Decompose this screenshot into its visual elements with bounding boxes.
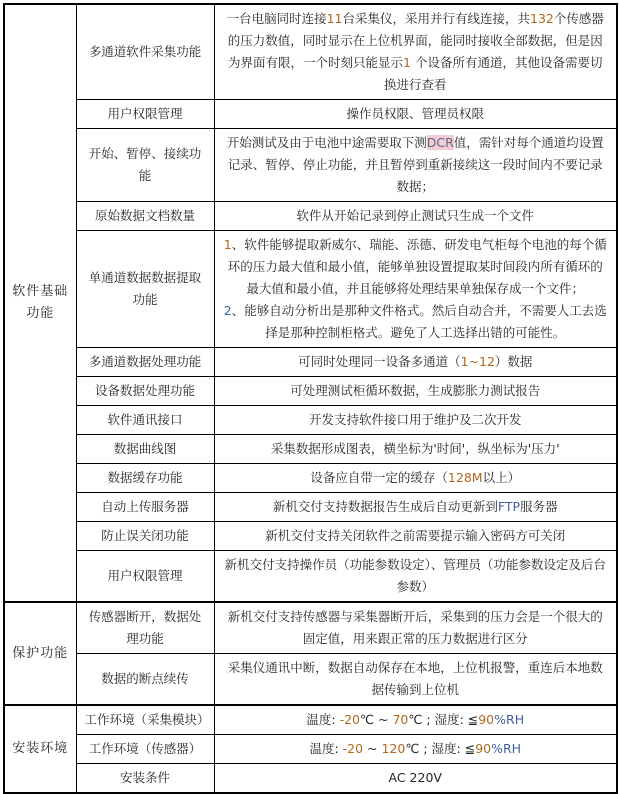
highlighted-value: 90 [478,712,495,727]
table-row [4,231,617,348]
text-segment: 温度: [306,712,340,727]
feature-cell: 工作环境（采集模块） [76,705,214,735]
text-segment: 一台电脑同时连接 [226,11,327,26]
text-segment: 个传感器的压力数值，同时显示在上位机界面，能同时接收全部数据，但是因为界面有限，一个时刻只能显示 [227,11,604,70]
feature-cell: 设备数据处理功能 [76,377,214,406]
description-cell [214,602,617,654]
table-row [4,735,617,764]
description-cell [214,551,617,603]
feature-cell: 用户权限管理 [76,100,214,129]
description-cell [214,735,617,764]
text-segment: AC 220V [388,770,442,785]
highlighted-value: 120 [381,741,406,756]
description-cell [214,764,617,794]
feature-cell: 用户权限管理 [76,551,214,603]
description-cell [214,4,617,100]
table-row [4,100,617,129]
description-cell [214,654,617,706]
text-segment: 以上） [482,470,521,485]
table-row [4,4,617,100]
text-segment: 可同时处理同一设备多通道（ [298,354,461,369]
highlighted-value: 132 [530,11,554,26]
highlighted-value: -20 [339,712,360,727]
description-cell [214,705,617,735]
spec-table-body [4,4,617,793]
text-segment: 操作员权限、管理员权限 [346,106,484,121]
description-cell [214,348,617,377]
text-segment: 、软件能够提取新威尔、瑞能、泺德、研发电气柜每个电池的每个循环的压力最大值和最小值，能够单独设置提取某时间段内所有循环的最大值和最小值，并且能够将处理结果单独保存成一个文件； [227,237,607,296]
text-segment: 新机交付支持关闭软件之前需要提示输入密码方可关闭 [265,528,566,543]
description-cell [214,202,617,231]
table-row [4,522,617,551]
description-cell [214,493,617,522]
text-segment: 可处理测试柜循环数据，生成膨胀力测试报告 [290,383,541,398]
feature-cell: 防止误关闭功能 [76,522,214,551]
description-cell [214,100,617,129]
table-row [4,551,617,603]
feature-cell: 安装条件 [76,764,214,794]
text-segment: ℃ ; 湿度: ≦ [405,741,476,756]
description-cell [214,129,617,202]
highlighted-value: FTP [497,499,521,514]
table-row [4,129,617,202]
text-segment: 设备应自带一定的缓存（ [310,470,448,485]
feature-cell: 数据缓存功能 [76,464,214,493]
text-segment: 新机交付支持数据报告生成后自动更新到 [272,499,498,514]
highlighted-value: 128M [447,470,483,485]
highlighted-value: 2 [223,303,232,318]
feature-cell: 原始数据文档数量 [76,202,214,231]
table-row [4,464,617,493]
table-row [4,348,617,377]
feature-cell: 单通道数据数据提取功能 [76,231,214,348]
table-row [4,705,617,735]
highlighted-value: 70 [392,712,409,727]
feature-cell: 数据的断点续传 [76,654,214,706]
feature-cell: 软件通讯接口 [76,406,214,435]
table-row [4,602,617,654]
description-cell [214,435,617,464]
description-cell [214,377,617,406]
table-row [4,493,617,522]
highlighted-value: DCR [426,135,454,150]
category-cell: 安装环境 [4,705,76,793]
description-cell [214,522,617,551]
text-segment: 、能够自动分析出是那种文件格式。然后自动合并，不需要人工去选择是那种控制柜格式。避免了人工选择出错的可能性。 [231,303,607,340]
table-row [4,764,617,794]
table-row [4,406,617,435]
description-cell [214,406,617,435]
feature-cell: 传感器断开，数据处理功能 [76,602,214,654]
highlighted-value: 1 [403,55,411,70]
text-segment: ℃ ; 湿度: ≦ [408,712,479,727]
description-cell [214,464,617,493]
text-segment: 开始测试及由于电池中途需要取下测 [226,135,427,150]
text-segment: 新机交付支持传感器与采集器断开后，采集到的压力会是一个很大的固定值，用来跟正常的压力数据进行区分 [227,609,603,646]
feature-cell: 数据曲线图 [76,435,214,464]
text-segment: ℃ ~ [360,712,393,727]
text-segment: ~ [363,741,382,756]
table-row [4,435,617,464]
highlighted-value: 1~12 [460,354,495,369]
text-segment: 服务器 [520,499,558,514]
highlighted-value: 90 [475,741,492,756]
table-row [4,202,617,231]
feature-cell: 工作环境（传感器） [76,735,214,764]
feature-cell: 开始、暂停、接续功能 [76,129,214,202]
category-cell: 软件基础功能 [4,4,76,602]
text-segment: 软件从开始记录到停止测试只生成一个文件 [296,208,534,223]
feature-cell: 多通道数据处理功能 [76,348,214,377]
category-cell: 保护功能 [4,602,76,705]
text-segment: ）数据 [494,354,533,369]
feature-cell: 自动上传服务器 [76,493,214,522]
highlighted-value: -20 [342,741,364,756]
text-segment: 值，需针对每个通道均设置记录、暂停、停止功能，并且暂停到重新接续这一段时间内不要记录数据； [227,135,604,194]
highlighted-value: 1 [223,237,232,252]
table-row [4,654,617,706]
text-segment: 新机交付支持操作员（功能参数设定）、管理员（功能参数设定及后台参数） [224,557,606,594]
highlighted-value: %RH [491,741,522,756]
text-segment: 台采集仪，采用并行有线连接，共 [342,11,531,26]
text-segment: 温度: [309,741,343,756]
highlighted-value: %RH [494,712,525,727]
spec-table [3,3,618,794]
text-segment: 采集数据形成图表，横坐标为'时间'，纵坐标为'压力' [270,441,560,456]
text-segment: 开发支持软件接口用于维护及二次开发 [308,412,522,427]
highlighted-value: 11 [326,11,343,26]
feature-cell: 多通道软件采集功能 [76,4,214,100]
text-segment: 采集仪通讯中断，数据自动保存在本地，上位机报警，重连后本地数据传输到上位机 [227,660,603,697]
table-row [4,377,617,406]
text-segment: 个设备所有通道，其他设备需要切换进行查看 [383,55,603,92]
description-cell [214,231,617,348]
